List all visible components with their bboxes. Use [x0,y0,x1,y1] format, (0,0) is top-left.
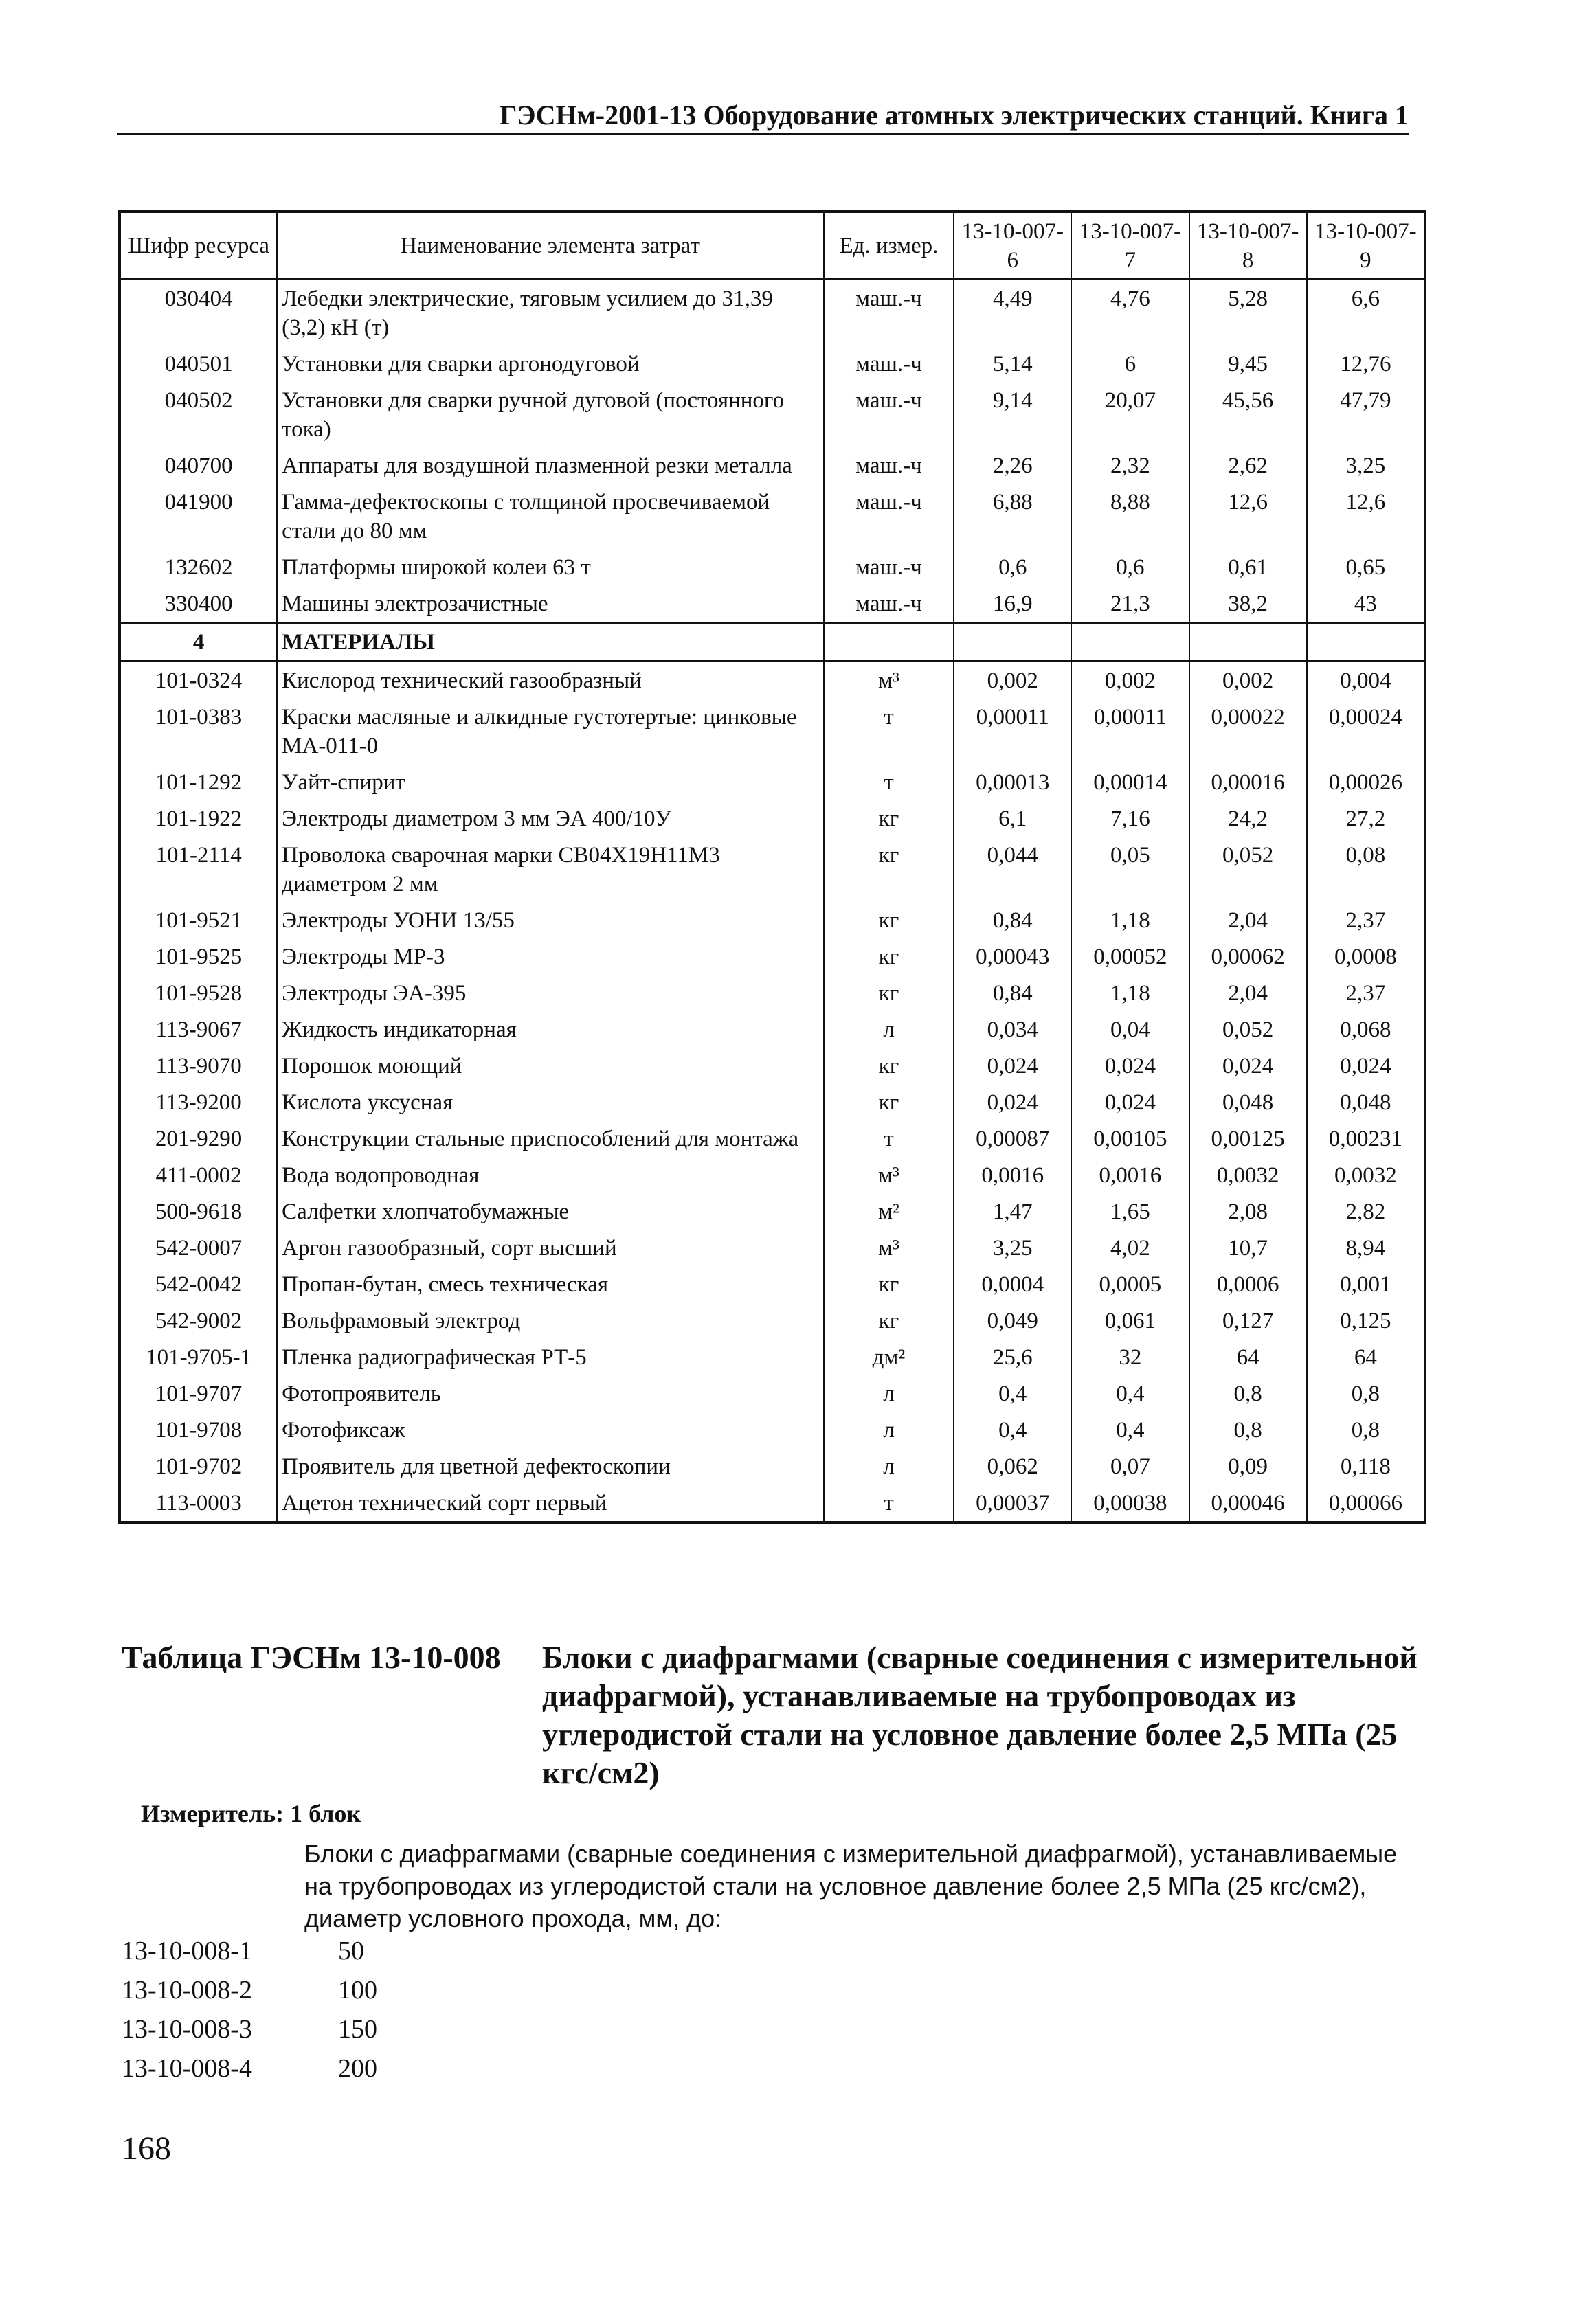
table-row [120,1375,1425,1412]
cell-value-007-8: 0,00016 [1189,764,1307,800]
cell-value-007-9: 0,65 [1307,549,1425,585]
item-value: 100 [338,1976,377,2005]
cell-name: Жидкость индикаторная [277,1011,824,1048]
table-row [120,1193,1425,1230]
cell-value-007-6: 0,4 [954,1375,1071,1412]
cell-unit: м³ [824,662,954,699]
cell-value-007-6: 4,49 [954,280,1071,346]
cell-value-007-8: 24,2 [1189,800,1307,837]
cell-unit: м³ [824,1157,954,1193]
cell-name: Вода водопроводная [277,1157,824,1193]
cell-unit: кг [824,902,954,938]
cell-value-007-7: 0,07 [1071,1448,1189,1485]
cell-value-007-6: 2,26 [954,447,1071,484]
table-row [120,382,1425,447]
cell-unit: кг [824,1266,954,1302]
cell-unit: л [824,1011,954,1048]
cell-value-007-9: 0,0032 [1307,1157,1425,1193]
table-description: Блоки с диафрагмами (сварные соединения с измерительной диафрагмой), устанавливаемые на трубопроводах из углеродистой стали на условное давление более 2,5 МПа (25 кгс/см2), диаметр условного прохода, мм, до: [304,1840,1398,1932]
cell-value-007-7: 0,00052 [1071,938,1189,975]
cell-value-007-9: 0,125 [1307,1302,1425,1339]
cell-name: Установки для сварки аргонодуговой [277,346,824,382]
cell-value-007-6: 16,9 [954,585,1071,623]
cell-unit: л [824,1448,954,1485]
cell-value-007-8: 0,00046 [1189,1485,1307,1522]
cell-code: 542-9002 [120,1302,277,1339]
cell-value-007-8: 0,09 [1189,1448,1307,1485]
cell-unit: маш.-ч [824,382,954,447]
cell-value-007-8: 0,127 [1189,1302,1307,1339]
table-row [120,699,1425,764]
table-row [120,1230,1425,1266]
cell-unit: т [824,699,954,764]
cell-code: 101-1292 [120,764,277,800]
cell-value-007-8: 9,45 [1189,346,1307,382]
col-header-007-6: 13-10-007-6 [954,212,1071,280]
cell-value-007-7: 32 [1071,1339,1189,1375]
cell-value-007-8: 2,62 [1189,447,1307,484]
item-value: 150 [338,2015,377,2044]
cell-value-007-7: 7,16 [1071,800,1189,837]
cell-value-007-8: 0,024 [1189,1048,1307,1084]
cell-value-007-8: 0,8 [1189,1412,1307,1448]
cell-code: 101-0324 [120,662,277,699]
cell-code: 101-9528 [120,975,277,1011]
cell-value-007-9: 12,76 [1307,346,1425,382]
cell-value-007-6: 0,00087 [954,1120,1071,1157]
cell-name: Кислота уксусная [277,1084,824,1120]
cell-value-007-9: 0,00066 [1307,1485,1425,1522]
cell-unit: дм² [824,1339,954,1375]
cell-unit: м³ [824,1230,954,1266]
col-header-007-8: 13-10-007-8 [1189,212,1307,280]
list-item [122,1971,603,2010]
cell-value-007-6: 0,024 [954,1048,1071,1084]
cell-name: Уайт-спирит [277,764,824,800]
meter-line: Измеритель: 1 блок [141,1800,361,1827]
cell-code: 101-9708 [120,1412,277,1448]
cell-value-007-7: 0,0005 [1071,1266,1189,1302]
cell-value-007-8: 2,04 [1189,975,1307,1011]
cell-value-007-7: 0,00011 [1071,699,1189,764]
cell-value-007-7: 4,76 [1071,280,1189,346]
table-row [120,1302,1425,1339]
cell-unit: т [824,764,954,800]
cell-value-007-9: 3,25 [1307,447,1425,484]
table-row [120,662,1425,699]
col-header-code: Шифр ресурса [120,212,277,280]
cell-unit: т [824,1485,954,1522]
cell-code: 101-9525 [120,938,277,975]
cell-value-007-9: 27,2 [1307,800,1425,837]
cell-value-007-9 [1307,623,1425,662]
cell-name: Электроды МР-3 [277,938,824,975]
cell-value-007-6: 0,84 [954,902,1071,938]
cell-value-007-9: 47,79 [1307,382,1425,447]
cell-name: Кислород технический газообразный [277,662,824,699]
table-row [120,447,1425,484]
cell-value-007-8: 0,0006 [1189,1266,1307,1302]
cell-name: Машины электрозачистные [277,585,824,623]
cell-code: 101-0383 [120,699,277,764]
cell-value-007-9: 12,6 [1307,484,1425,549]
col-header-unit: Ед. измер. [824,212,954,280]
table-title-text: Блоки с диафрагмами (сварные соединения с измерительной диафрагмой), устанавливаемые на трубопроводах из углеродистой стали на условное давление более 2,5 МПа (25 кгс/см2) [542,1640,1418,1790]
cell-code: 113-0003 [120,1485,277,1522]
cell-name: Аппараты для воздушной плазменной резки металла [277,447,824,484]
cell-value-007-9: 0,024 [1307,1048,1425,1084]
cell-value-007-8: 0,052 [1189,837,1307,902]
cell-value-007-7: 0,00014 [1071,764,1189,800]
cell-unit: кг [824,1048,954,1084]
cell-code: 101-9521 [120,902,277,938]
cell-value-007-7: 20,07 [1071,382,1189,447]
cell-value-007-9: 0,8 [1307,1412,1425,1448]
cell-value-007-6: 6,88 [954,484,1071,549]
cell-value-007-8: 2,08 [1189,1193,1307,1230]
cell-value-007-7: 1,18 [1071,975,1189,1011]
cell-name: Пропан-бутан, смесь техническая [277,1266,824,1302]
item-value: 200 [338,2054,377,2083]
cell-value-007-9: 0,00024 [1307,699,1425,764]
item-list [122,1932,603,2088]
cell-code: 101-9707 [120,1375,277,1412]
cell-value-007-6: 0,034 [954,1011,1071,1048]
cell-unit: маш.-ч [824,346,954,382]
cell-name: Вольфрамовый электрод [277,1302,824,1339]
table-row [120,346,1425,382]
table-row [120,585,1425,623]
table-row [120,549,1425,585]
cell-name: Фотофиксаж [277,1412,824,1448]
cell-unit [824,623,954,662]
resource-table [118,210,1426,1524]
cell-value-007-9: 0,118 [1307,1448,1425,1485]
cell-value-007-8: 5,28 [1189,280,1307,346]
cell-value-007-7: 0,00105 [1071,1120,1189,1157]
cell-value-007-6: 6,1 [954,800,1071,837]
cell-value-007-8: 0,8 [1189,1375,1307,1412]
cell-value-007-8: 10,7 [1189,1230,1307,1266]
cell-name: Платформы широкой колеи 63 т [277,549,824,585]
cell-value-007-7 [1071,623,1189,662]
cell-value-007-6: 1,47 [954,1193,1071,1230]
cell-value-007-6: 3,25 [954,1230,1071,1266]
cell-value-007-6: 0,00043 [954,938,1071,975]
cell-value-007-7: 0,6 [1071,549,1189,585]
cell-value-007-8: 0,0032 [1189,1157,1307,1193]
cell-unit: л [824,1412,954,1448]
table-row [120,280,1425,346]
cell-value-007-7: 0,4 [1071,1412,1189,1448]
cell-code: 542-0042 [120,1266,277,1302]
cell-name: Гамма-дефектоскопы с толщиной просвечиваемой стали до 80 мм [277,484,824,549]
cell-value-007-9: 2,37 [1307,975,1425,1011]
cell-unit: кг [824,1084,954,1120]
cell-value-007-6: 25,6 [954,1339,1071,1375]
cell-value-007-7: 0,05 [1071,837,1189,902]
cell-name: Установки для сварки ручной дуговой (постоянного тока) [277,382,824,447]
cell-value-007-8: 64 [1189,1339,1307,1375]
cell-unit: маш.-ч [824,549,954,585]
cell-value-007-8: 0,00125 [1189,1120,1307,1157]
cell-value-007-6: 0,4 [954,1412,1071,1448]
cell-value-007-8: 12,6 [1189,484,1307,549]
page-number: 168 [122,2130,171,2167]
cell-unit: маш.-ч [824,447,954,484]
cell-name: Проявитель для цветной дефектоскопии [277,1448,824,1485]
cell-value-007-7: 0,04 [1071,1011,1189,1048]
cell-value-007-8: 2,04 [1189,902,1307,938]
table-row [120,1485,1425,1522]
cell-value-007-9: 2,37 [1307,902,1425,938]
cell-name: Краски масляные и алкидные густотертые: цинковые МА-011-0 [277,699,824,764]
cell-value-007-9: 0,004 [1307,662,1425,699]
cell-code: 4 [120,623,277,662]
cell-value-007-6: 0,049 [954,1302,1071,1339]
cell-code: 030404 [120,280,277,346]
table-row [120,800,1425,837]
cell-value-007-8: 45,56 [1189,382,1307,447]
cell-code: 040502 [120,382,277,447]
cell-value-007-8: 0,002 [1189,662,1307,699]
cell-name: Салфетки хлопчатобумажные [277,1193,824,1230]
cell-value-007-9: 0,048 [1307,1084,1425,1120]
cell-unit: маш.-ч [824,280,954,346]
cell-name: Электроды ЭА-395 [277,975,824,1011]
cell-unit: маш.-ч [824,484,954,549]
cell-value-007-8: 0,048 [1189,1084,1307,1120]
cell-unit: кг [824,1302,954,1339]
cell-value-007-9: 0,00026 [1307,764,1425,800]
cell-value-007-6: 0,84 [954,975,1071,1011]
cell-name: Аргон газообразный, сорт высший [277,1230,824,1266]
cell-name: МАТЕРИАЛЫ [277,623,824,662]
cell-value-007-9: 64 [1307,1339,1425,1375]
cell-value-007-7: 8,88 [1071,484,1189,549]
cell-value-007-7: 0,0016 [1071,1157,1189,1193]
cell-unit: маш.-ч [824,585,954,623]
cell-value-007-7: 21,3 [1071,585,1189,623]
cell-code: 041900 [120,484,277,549]
list-item [122,2049,603,2088]
cell-unit: кг [824,938,954,975]
cell-value-007-9: 0,068 [1307,1011,1425,1048]
cell-name: Лебедки электрические, тяговым усилием до 31,39 (3,2) кН (т) [277,280,824,346]
cell-value-007-6: 0,6 [954,549,1071,585]
cell-value-007-6: 5,14 [954,346,1071,382]
cell-value-007-9: 0,08 [1307,837,1425,902]
cell-value-007-8 [1189,623,1307,662]
cell-code: 113-9200 [120,1084,277,1120]
cell-unit: кг [824,837,954,902]
list-item [122,1932,603,1971]
item-code: 13-10-008-3 [122,2015,252,2044]
item-value: 50 [338,1937,364,1965]
cell-value-007-8: 38,2 [1189,585,1307,623]
cell-name: Ацетон технический сорт первый [277,1485,824,1522]
cell-unit: кг [824,800,954,837]
cell-code: 201-9290 [120,1120,277,1157]
cell-value-007-6: 0,002 [954,662,1071,699]
col-header-007-7: 13-10-007-7 [1071,212,1189,280]
cell-name: Фотопроявитель [277,1375,824,1412]
cell-code: 132602 [120,549,277,585]
col-header-name: Наименование элемента затрат [277,212,824,280]
item-code: 13-10-008-4 [122,2054,252,2083]
running-header: ГЭСНм-2001-13 Оборудование атомных электрических станций. Книга 1 [117,98,1409,135]
cell-code: 500-9618 [120,1193,277,1230]
table-row [120,484,1425,549]
table-header-row [120,212,1425,280]
cell-value-007-7: 0,00038 [1071,1485,1189,1522]
cell-value-007-7: 4,02 [1071,1230,1189,1266]
cell-unit: т [824,1120,954,1157]
cell-name: Электроды УОНИ 13/55 [277,902,824,938]
table-row [120,1157,1425,1193]
cell-value-007-6: 0,062 [954,1448,1071,1485]
table-row [120,902,1425,938]
table-body [120,280,1425,1523]
cell-code: 542-0007 [120,1230,277,1266]
table-row [120,1120,1425,1157]
table-title-label: Таблица ГЭСНм 13-10-008 [122,1640,501,1675]
cell-value-007-6: 0,024 [954,1084,1071,1120]
table-row [120,1084,1425,1120]
cell-value-007-9: 8,94 [1307,1230,1425,1266]
cell-value-007-8: 0,61 [1189,549,1307,585]
cell-code: 113-9070 [120,1048,277,1084]
cell-name: Проволока сварочная марки СВ04Х19Н11М3 диаметром 2 мм [277,837,824,902]
cell-value-007-8: 0,00022 [1189,699,1307,764]
cell-value-007-6: 9,14 [954,382,1071,447]
cell-value-007-6: 0,00013 [954,764,1071,800]
cell-value-007-6: 0,044 [954,837,1071,902]
cell-value-007-7: 0,024 [1071,1084,1189,1120]
cell-unit: м² [824,1193,954,1230]
table-row [120,1448,1425,1485]
cell-unit: л [824,1375,954,1412]
cell-value-007-7: 0,061 [1071,1302,1189,1339]
item-code: 13-10-008-1 [122,1937,252,1965]
cell-value-007-8: 0,052 [1189,1011,1307,1048]
cell-value-007-9: 2,82 [1307,1193,1425,1230]
table-row [120,1339,1425,1375]
list-item [122,2010,603,2049]
table-row [120,938,1425,975]
cell-value-007-9: 0,0008 [1307,938,1425,975]
cell-name: Пленка радиографическая РТ-5 [277,1339,824,1375]
cell-value-007-6: 0,0004 [954,1266,1071,1302]
cell-value-007-8: 0,00062 [1189,938,1307,975]
cell-code: 330400 [120,585,277,623]
cell-value-007-6: 0,0016 [954,1157,1071,1193]
table-row [120,1412,1425,1448]
cell-value-007-7: 1,65 [1071,1193,1189,1230]
cell-value-007-7: 0,002 [1071,662,1189,699]
cell-value-007-6: 0,00037 [954,1485,1071,1522]
cell-value-007-9: 6,6 [1307,280,1425,346]
item-code: 13-10-008-2 [122,1976,252,2005]
cell-name: Порошок моющий [277,1048,824,1084]
table-row [120,764,1425,800]
cell-code: 101-9705-1 [120,1339,277,1375]
table-row [120,1011,1425,1048]
cell-value-007-7: 1,18 [1071,902,1189,938]
cell-code: 101-2114 [120,837,277,902]
cell-name: Конструкции стальные приспособлений для монтажа [277,1120,824,1157]
cell-value-007-7: 0,4 [1071,1375,1189,1412]
cell-value-007-6: 0,00011 [954,699,1071,764]
cell-code: 113-9067 [120,1011,277,1048]
cell-value-007-9: 0,00231 [1307,1120,1425,1157]
col-header-007-9: 13-10-007-9 [1307,212,1425,280]
cell-value-007-7: 2,32 [1071,447,1189,484]
cell-code: 040700 [120,447,277,484]
cell-name: Электроды диаметром 3 мм ЭА 400/10У [277,800,824,837]
table-section-row [120,623,1425,662]
table-row [120,1048,1425,1084]
cell-value-007-9: 43 [1307,585,1425,623]
cell-code: 101-9702 [120,1448,277,1485]
cell-value-007-9: 0,001 [1307,1266,1425,1302]
cell-value-007-7: 0,024 [1071,1048,1189,1084]
cell-unit: кг [824,975,954,1011]
cell-code: 040501 [120,346,277,382]
cell-code: 101-1922 [120,800,277,837]
table-row [120,975,1425,1011]
cell-value-007-6 [954,623,1071,662]
cell-code: 411-0002 [120,1157,277,1193]
cell-value-007-9: 0,8 [1307,1375,1425,1412]
cell-value-007-7: 6 [1071,346,1189,382]
table-row [120,1266,1425,1302]
table-row [120,837,1425,902]
